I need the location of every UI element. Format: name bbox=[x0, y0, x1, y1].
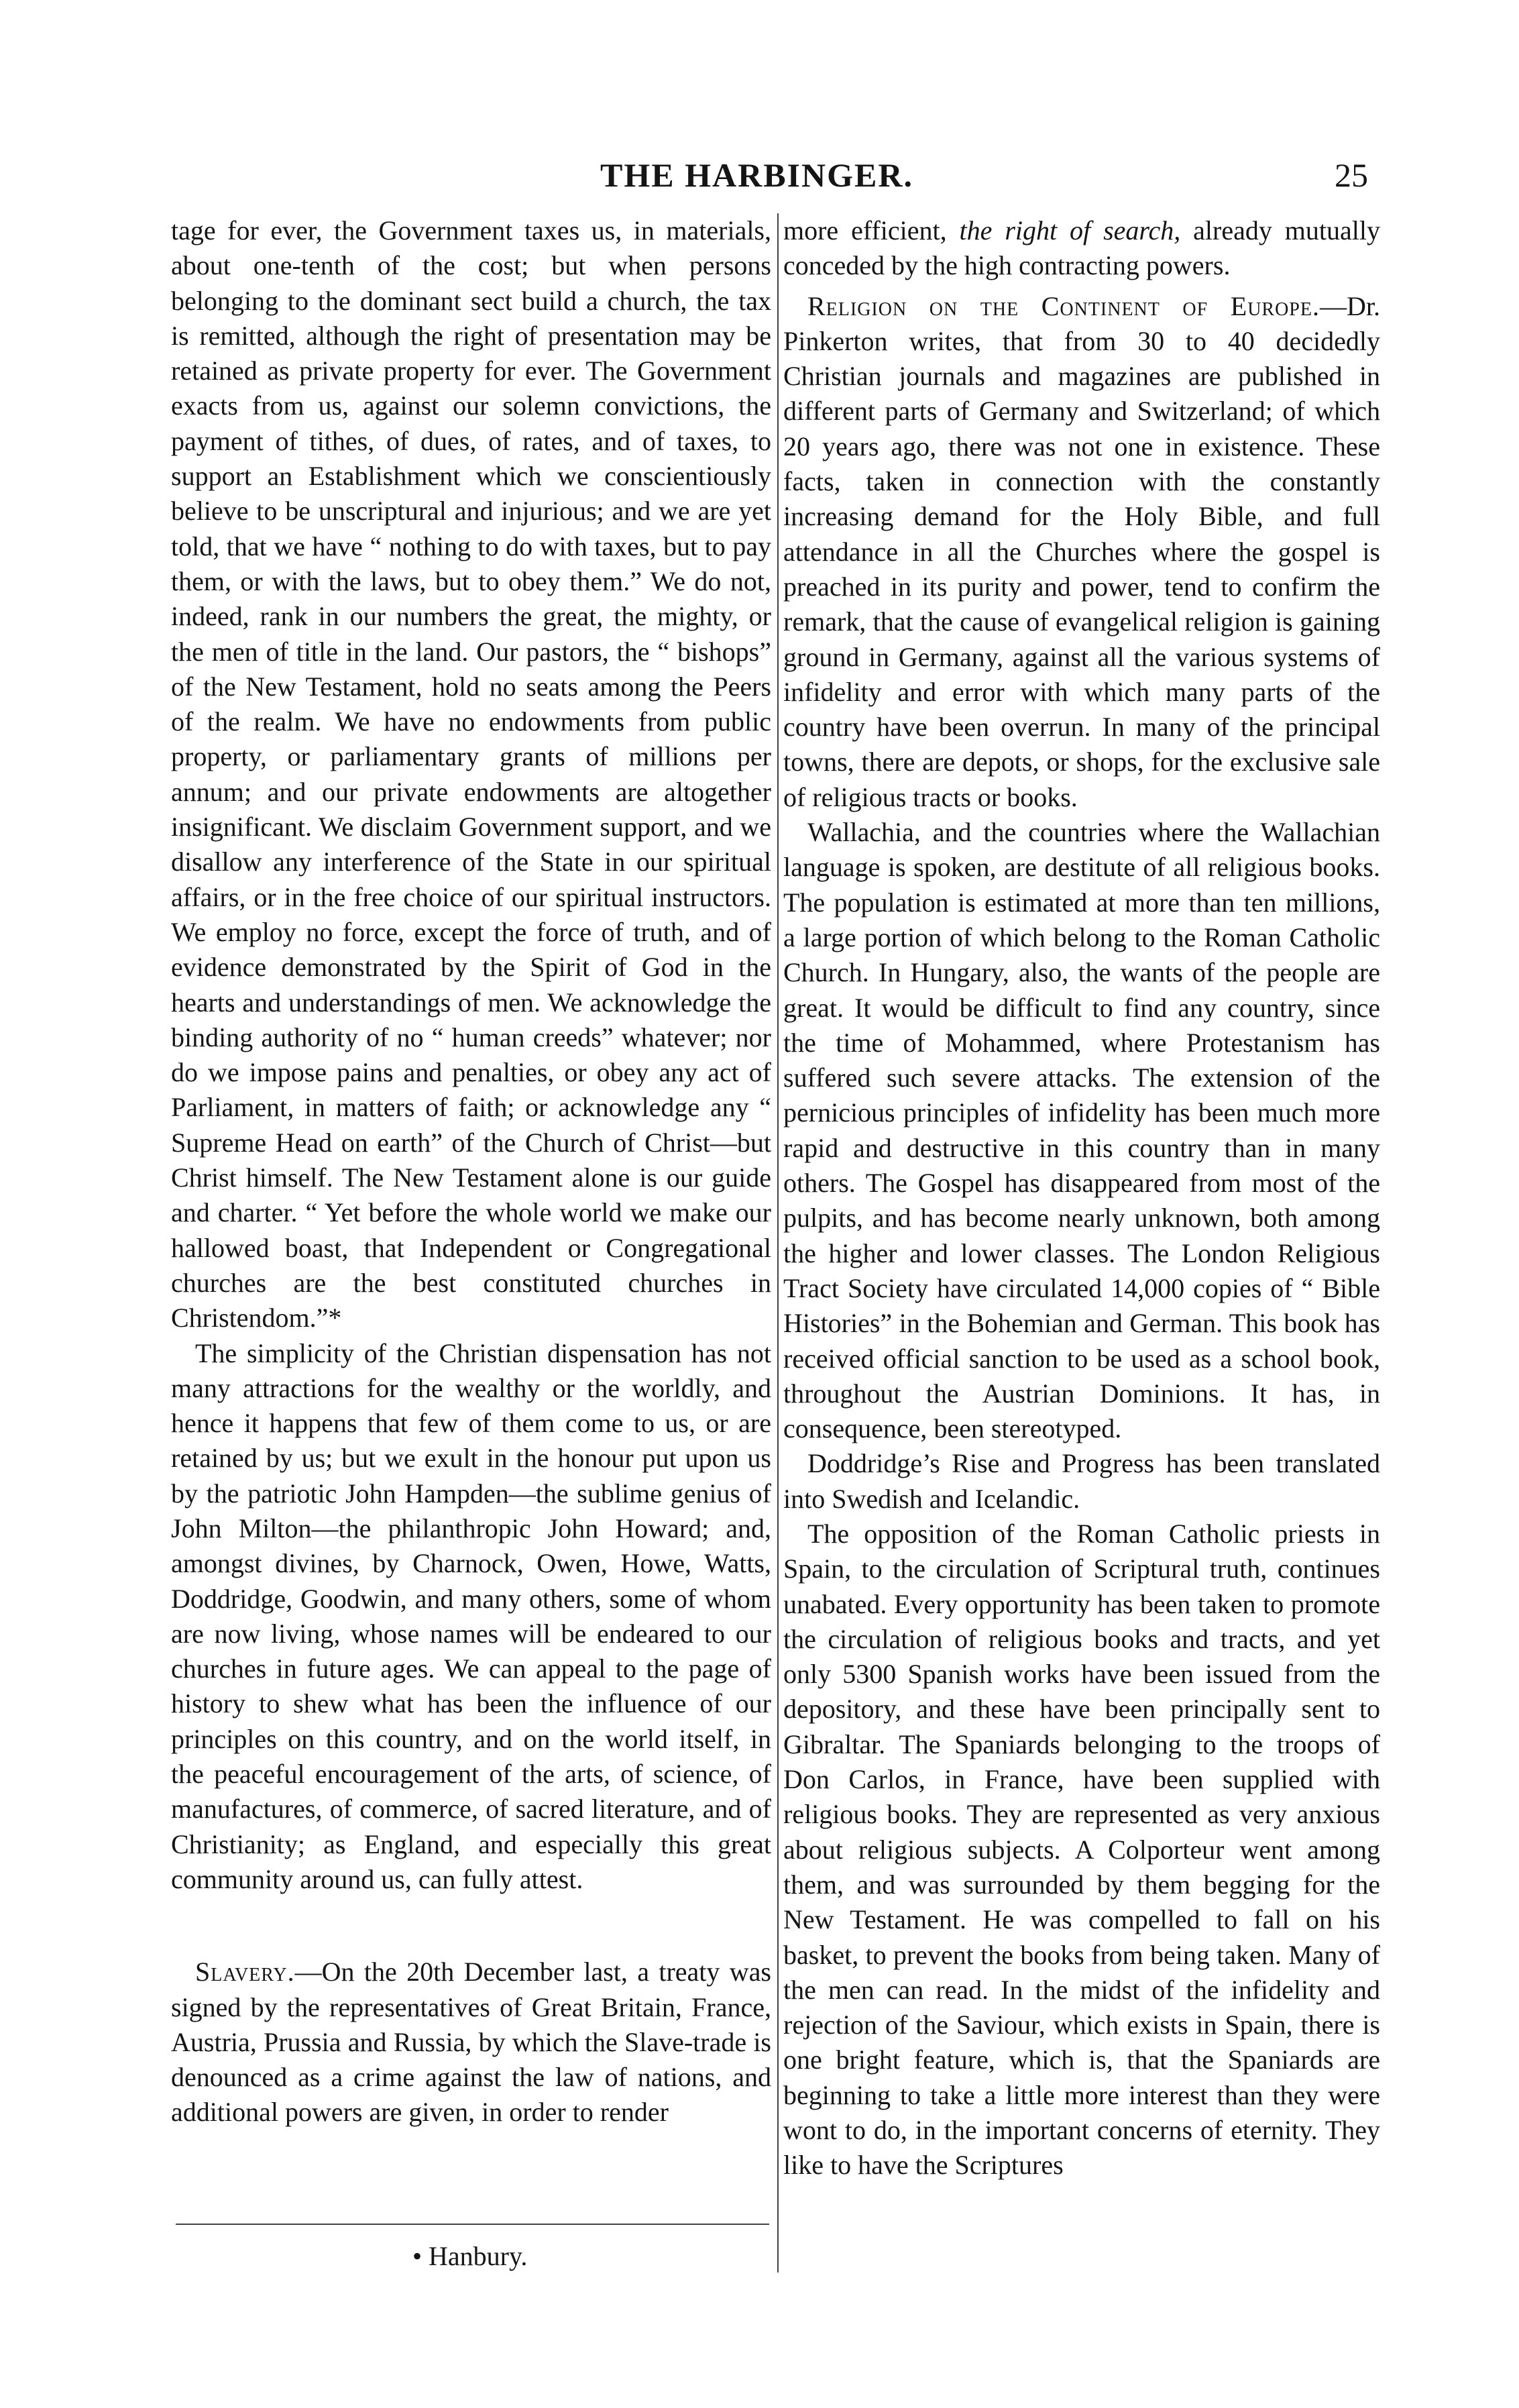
section-heading-religion: Religion on the Continent of Europe. bbox=[807, 290, 1320, 321]
italic-phrase: the right of search, bbox=[959, 215, 1181, 245]
paragraph-spain: The opposition of the Roman Catholic priests in Spain, to the circulation of Scriptural truth, continues unabated. Every opportunity has been taken to promote the circulation of religious books and tracts, and yet only 5300 Spanish works have been issued from the depository, and these have been principally sent to Gibraltar. The Spaniards belonging to the troops of Don Carlos, in France, have been supplied with religious books. They are represented as very anxious about religious subjects. A Colporteur went among them, and was surrounded by them begging for the New Testament. He was compelled to fall on his basket, to prevent the books from being taken. Many of the men can read. In the midst of the infidelity and rejection of the Saviour, which exists in Spain, there is one bright feature, which is, that the Spaniards are beginning to take a little more interest than they were wont to do, in the important concerns of eternity. They like to have the Scriptures bbox=[783, 1518, 1380, 2181]
page-number: 25 bbox=[1335, 156, 1368, 194]
running-title: THE HARBINGER. bbox=[600, 156, 913, 194]
paragraph-doddridge: Doddridge’s Rise and Progress has been translated into Swedish and Icelandic. bbox=[783, 1448, 1380, 1514]
section-heading-slavery: Slavery. bbox=[195, 1957, 295, 1987]
paragraph-religion-continent bbox=[783, 289, 1380, 815]
paragraph-simplicity: The simplicity of the Christian dispensation has not many attractions for the wealthy or the worldly, and hence it happens that few of them come to us, or are retained by us; but we exult in the honour put upon us by the patriotic John Hampden—the sublime genius of John Milton—the philanthropic John Howard; and, amongst divines, by Charnock, Owen, Howe, Watts, Doddridge, Goodwin, and many others, some of whom are now living, whose names will be endeared to our churches in future ages. We can appeal to the page of history to shew what has been the influence of our principles on this country, and on the world itself, in the peaceful encouragement of the arts, of science, of manufactures, of commerce, of sacred literature, and of Christianity; as England, and especially this great community around us, can fully attest. bbox=[171, 1337, 771, 1894]
slavery-text: —On the 20th December last, a treaty was signed by the representatives of Great Britain, France, Austria, Prussia and Russia, by which the Slave-trade is denounced as a crime against the law of nations, and additional powers are given, in order to render bbox=[171, 1957, 771, 2128]
column-divider bbox=[777, 213, 779, 2273]
footnote: • Hanbury. bbox=[412, 2241, 528, 2271]
paragraph-continuation: tage for ever, the Government taxes us, in materials, about one-tenth of the cost; but when persons belonging to the dominant sect build a church, the tax is remitted, although the right of presentation may be retained as private property for ever. The Government exacts from us, against our solemn convictions, the payment of tithes, of dues, of rates, and of taxes, to support an Establishment which we conscientiously believe to be unscriptural and injurious; and we are yet told, that we have “ nothing to do with taxes, but to pay them, or with the laws, but to obey them.” We do not, indeed, rank in our numbers the great, the mighty, or the men of title in the land. Our pastors, the “ bishops” of the New Testament, hold no seats among the Peers of the realm. We have no endowments from public property, or parliamentary grants of millions per annum; and our private endowments are altogether insignificant. We disclaim Government support, and we disallow any interference of the State in our spiritual affairs, or in the free choice of our spiritual instructors. We employ no force, except the force of truth, and of evidence demonstrated by the Spirit of God in the hearts and understandings of men. We acknowledge the binding authority of no “ human creeds” whatever; nor do we impose pains and penalties, or obey any act of Parliament, in matters of faith; or acknowledge any “ Supreme Head on earth” of the Church of Christ—but Christ himself. The New Testament alone is our guide and charter. “ Yet before the whole world we make our hallowed boast, that Independent or Congregational churches are the best constituted churches in Christendom.”* bbox=[171, 215, 771, 1333]
text-fragment: more efficient, bbox=[783, 215, 960, 245]
paragraph-wallachia: Wallachia, and the countries where the Wallachian language is spoken, are destitute of all religious books. The population is estimated at more than ten millions, a large portion of which belong to the Roman Catholic Church. In Hungary, also, the wants of the people are great. It would be difficult to find any country, since the time of Mohammed, where Protestanism has suffered such severe attacks. The extension of the pernicious principles of infidelity has been much more rapid and destructive in this country than in many others. The Gospel has disappeared from most of the pulpits, and has become nearly unknown, both among the higher and lower classes. The London Religious Tract Society have circulated 14,000 copies of “ Bible Histories” in the Bohemian and German. This book has received official sanction to be used as a school book, throughout the Austrian Dominions. It has, in consequence, been stereotyped. bbox=[783, 817, 1380, 1444]
left-column bbox=[171, 213, 771, 2130]
paragraph-right-of-search bbox=[783, 213, 1380, 284]
right-column bbox=[783, 213, 1380, 2183]
paragraph-slavery bbox=[171, 1955, 771, 2130]
footnote-rule bbox=[176, 2224, 769, 2225]
religion-text: —Dr. Pinkerton writes, that from 30 to 40 decidedly Christian journals and magazines are published in different parts of Germany and Switzerland; of which 20 years ago, there was not one in existence. These facts, taken in connection with the constantly increasing demand for the Holy Bible, and full attendance in all the Churches where the gospel is preached in its purity and power, tend to confirm the remark, that the cause of evangelical religion is gaining ground in Germany, against all the various systems of infidelity and error with which many parts of the country have been overrun. In many of the principal towns, there are depots, or shops, for the exclusive sale of religious tracts or books. bbox=[783, 290, 1380, 812]
text-fragment: already mutually conceded by the high contracting powers. bbox=[783, 215, 1380, 281]
